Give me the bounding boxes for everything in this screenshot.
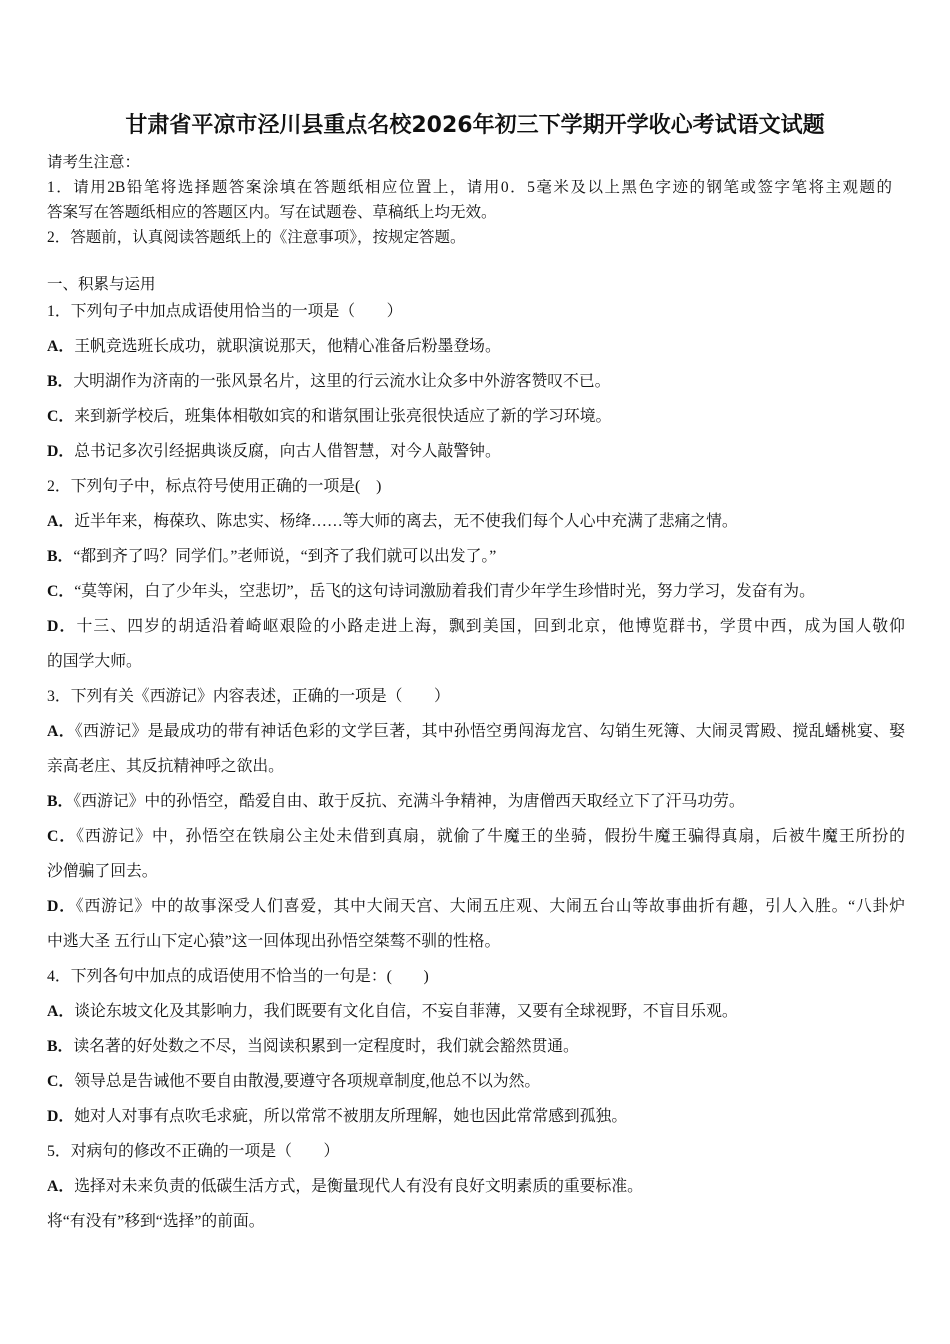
question-4-stem xyxy=(47,959,905,994)
option-line xyxy=(47,714,905,749)
option-label: A． xyxy=(47,722,75,740)
option-label: A． xyxy=(47,337,75,355)
question-4-option-a xyxy=(47,994,905,1029)
question-2-option-a xyxy=(47,504,905,539)
option-text: 《西游记》中的孙悟空，酷爱自由、敢于反抗、充满斗争精神，为唐僧西天取经立下了汗马功劳。 xyxy=(73,792,745,810)
question-3-option-b xyxy=(47,784,905,819)
option-label: C． xyxy=(47,582,75,600)
option-text: 《西游记》中的故事深受人们喜爱，其中大闹天宫、大闹五庄观、大闹五台山等故事曲折有趣，引人入胜。“八卦炉 xyxy=(75,897,905,915)
notice-heading: 请考生注意： xyxy=(47,153,141,171)
option-label: B． xyxy=(47,547,74,565)
question-4-option-b xyxy=(47,1029,905,1064)
question-number: 4． xyxy=(47,967,71,985)
option-text: 十三、四岁的胡适沿着崎岖艰险的小路走进上海，飘到美国，回到北京，他博览群书，学贯中西，成为国人敬仰 xyxy=(76,617,905,635)
question-4-option-c xyxy=(47,1064,905,1099)
option-line xyxy=(47,819,905,854)
option-label: B． xyxy=(47,372,74,390)
option-line-continued: 的国学大师。 xyxy=(47,652,142,670)
question-2-option-c xyxy=(47,574,905,609)
notice-item-1-line-1: 1．请用2B铅笔将选择题答案涂填在答题纸相应位置上，请用0．5毫米及以上黑色字迹的钢笔或签字笔将主观题的 xyxy=(47,178,892,196)
notice-item-2: 2．答题前，认真阅读答题纸上的《注意事项》，按规定答题。 xyxy=(47,228,466,246)
question-1-option-b xyxy=(47,364,905,399)
exam-title: 甘肃省平凉市泾川县重点名校2026年初三下学期开学收心考试语文试题 xyxy=(125,113,825,138)
question-1-stem xyxy=(47,294,905,329)
question-number: 3． xyxy=(47,687,71,705)
option-text: 近半年来，梅葆玖、陈忠实、杨绛……等大师的离去，无不使我们每个人心中充满了悲痛之情。 xyxy=(74,512,738,530)
option-text: 大明湖作为济南的一张风景名片，这里的行云流水让众多中外游客赞叹不已。 xyxy=(73,372,611,390)
question-1-option-a xyxy=(47,329,905,364)
question-3-option-d xyxy=(47,889,905,959)
option-line-continued: 中逃大圣 五行山下定心猿”这一回体现出孙悟空桀骜不驯的性格。 xyxy=(47,932,501,950)
question-number: 2． xyxy=(47,477,71,495)
option-text: 选择对未来负责的低碳生活方式，是衡量现代人有没有良好文明素质的重要标准。 xyxy=(74,1177,643,1195)
question-number: 5． xyxy=(47,1142,71,1160)
option-line xyxy=(47,609,905,644)
option-text: 王帆竞选班长成功，就职演说那天，他精心准备后粉墨登场。 xyxy=(74,337,501,355)
option-text: 谈论东坡文化及其影响力，我们既要有文化自信，不妄自菲薄，又要有全球视野，不盲目乐观。 xyxy=(74,1002,738,1020)
question-5-option-a-correction: 将“有没有”移到“选择”的前面。 xyxy=(47,1212,265,1230)
question-3-option-c xyxy=(47,819,905,889)
question-2-stem xyxy=(47,469,905,504)
question-stem-text: 下列有关《西游记》内容表述，正确的一项是（ ） xyxy=(70,687,450,705)
question-4 xyxy=(47,959,905,1134)
option-text: 来到新学校后，班集体相敬如宾的和谐氛围让张亮很快适应了新的学习环境。 xyxy=(74,407,612,425)
option-text: 读名著的好处数之不尽，当阅读积累到一定程度时，我们就会豁然贯通。 xyxy=(73,1037,579,1055)
question-stem-text: 下列各句中加点的成语使用不恰当的一句是：( ) xyxy=(70,967,429,985)
option-label: C． xyxy=(47,407,75,425)
option-label: A． xyxy=(47,512,75,530)
question-1-option-d xyxy=(47,434,905,469)
notice-item-1-line-2: 答案写在答题纸相应的答题区内。写在试题卷、草稿纸上均无效。 xyxy=(47,203,497,221)
question-2-option-b xyxy=(47,539,905,574)
question-stem-text: 下列句子中，标点符号使用正确的一项是( ) xyxy=(70,477,382,495)
questions-body xyxy=(47,294,905,1239)
question-5-option-a xyxy=(47,1169,905,1204)
question-1 xyxy=(47,294,905,469)
question-stem-text: 对病句的修改不正确的一项是（ ） xyxy=(70,1142,340,1160)
question-number: 1． xyxy=(47,302,71,320)
option-label: D． xyxy=(47,1107,75,1125)
option-text: “都到齐了吗？同学们。”老师说，“到齐了我们就可以出发了。” xyxy=(73,547,497,565)
question-2-option-d xyxy=(47,609,905,679)
question-stem-text: 下列句子中加点成语使用恰当的一项是（ ） xyxy=(70,302,403,320)
option-label: A． xyxy=(47,1002,75,1020)
option-label: D． xyxy=(47,442,75,460)
question-5 xyxy=(47,1134,905,1239)
section-heading: 一、积累与运用 xyxy=(47,276,156,293)
notice-block xyxy=(47,150,892,250)
option-text: “莫等闲，白了少年头，空悲切”，岳飞的这句诗词激励着我们青少年学生珍惜时光，努力学习，发奋有为。 xyxy=(74,582,815,600)
option-text: 她对人对事有点吹毛求疵，所以常常不被朋友所理解，她也因此常常感到孤独。 xyxy=(74,1107,628,1125)
option-label: D． xyxy=(47,897,76,915)
question-3-stem xyxy=(47,679,905,714)
option-text: 总书记多次引经据典谈反腐，向古人借智慧，对今人敲警钟。 xyxy=(74,442,501,460)
option-text: 领导总是告诫他不要自由散漫,要遵守各项规章制度,他总不以为然。 xyxy=(74,1072,541,1090)
option-label: C． xyxy=(47,1072,75,1090)
option-line-continued: 亲高老庄、其反抗精神呼之欲出。 xyxy=(47,757,284,775)
option-text: 《西游记》中，孙悟空在铁扇公主处未借到真扇，就偷了牛魔王的坐骑，假扮牛魔王骗得真扇，后被牛魔王所扮的 xyxy=(76,827,905,845)
question-3 xyxy=(47,679,905,959)
option-line-continued: 沙僧骗了回去。 xyxy=(47,862,158,880)
question-2 xyxy=(47,469,905,679)
question-1-option-c xyxy=(47,399,905,434)
option-line xyxy=(47,889,905,924)
question-3-option-a xyxy=(47,714,905,784)
option-label: A． xyxy=(47,1177,75,1195)
option-label: C． xyxy=(47,827,77,845)
question-5-stem xyxy=(47,1134,905,1169)
option-label: B． xyxy=(47,1037,74,1055)
question-4-option-d xyxy=(47,1099,905,1134)
option-label: D． xyxy=(47,617,77,635)
option-text: 《西游记》是最成功的带有神话色彩的文学巨著，其中孙悟空勇闯海龙宫、勾销生死簿、大闹灵霄殿、搅乱蟠桃宴、娶 xyxy=(74,722,905,740)
option-label: B． xyxy=(47,792,74,810)
